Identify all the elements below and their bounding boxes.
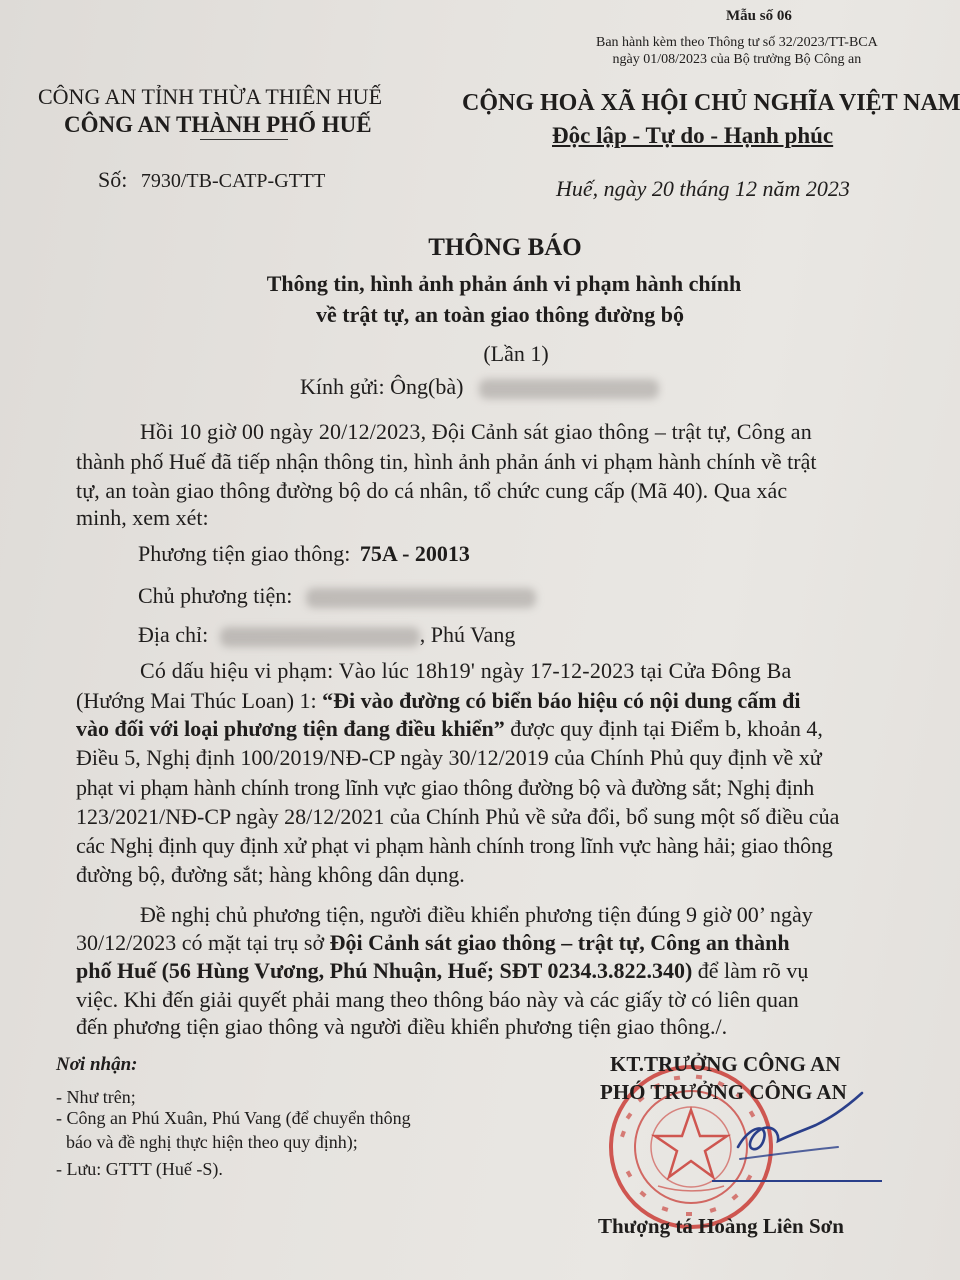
recipients-item-3: báo và đề nghị thực hiện theo quy định); (66, 1132, 358, 1152)
signature-title-1: KT.TRƯỞNG CÔNG AN (610, 1052, 841, 1076)
paragraph-2-line-6: 123/2021/NĐ-CP ngày 28/12/2021 của Chính Phủ về sửa đổi, bổ sung một số điều của (76, 804, 840, 829)
document-title: THÔNG BÁO (428, 234, 582, 261)
paragraph-2-line-8: đường bộ, đường sắt; hàng không dân dụng. (76, 862, 465, 887)
owner-field (138, 583, 536, 609)
recipients-item-4: - Lưu: GTTT (Huế -S). (56, 1159, 223, 1179)
paragraph-1-line-3: tự, an toàn giao thông đường bộ do cá nhân, tổ chức cung cấp (Mã 40). Qua xác (76, 478, 788, 503)
p3-line-2-plain: 30/12/2023 có mặt tại trụ sở (76, 930, 330, 955)
paragraph-2-line-4: Điều 5, Nghị định 100/2019/NĐ-CP ngày 30/12/2019 của Chính Phủ quy định về xử (76, 745, 822, 770)
issuance-line-1: Ban hành kèm theo Thông tư số 32/2023/TT-BCA (596, 35, 878, 50)
paragraph-3-line-3 (76, 958, 808, 984)
violation-text-part-2: vào đối với loại phương tiện đang điều khiển” (76, 716, 505, 741)
document-number-value: 7930/TB-CATP-GTTT (140, 170, 326, 192)
agency-parent: CÔNG AN TỈNH THỪA THIÊN HUẾ (38, 84, 383, 109)
violation-text-part-1: “Đi vào đường có biển báo hiệu có nội dung cấm đi (322, 688, 801, 713)
owner-label: Chủ phương tiện: (138, 583, 293, 608)
signature-title-2: PHÓ TRƯỞNG CÔNG AN (600, 1080, 847, 1104)
signer-name: Thượng tá Hoàng Liên Sơn (598, 1214, 844, 1238)
address-label: Địa chỉ: (138, 622, 209, 647)
document-subtitle-1: Thông tin, hình ảnh phản ánh vi phạm hành chính (266, 271, 742, 296)
redacted-address (220, 627, 420, 647)
document-number-label: Số: (98, 167, 128, 192)
issuance-note (596, 34, 878, 68)
country-name: CỘNG HOÀ XÃ HỘI CHỦ NGHĨA VIỆT NAM (462, 90, 960, 116)
issuance-line-2: ngày 01/08/2023 của Bộ trưởng Bộ Công an (612, 52, 862, 67)
address-field (138, 622, 515, 648)
recipient-line (300, 374, 659, 400)
form-number: Mẫu số 06 (726, 8, 792, 24)
redacted-owner (306, 588, 536, 608)
paragraph-3-line-2 (76, 930, 790, 956)
paragraph-1-line-1: Hồi 10 giờ 00 ngày 20/12/2023, Đội Cảnh sát giao thông – trật tự, Công an (140, 419, 812, 444)
notice-round: (Lần 1) (483, 341, 549, 366)
paragraph-1-line-4: minh, xem xét: (76, 505, 209, 530)
office-name-part-1: Đội Cảnh sát giao thông – trật tự, Công an thành (329, 930, 790, 955)
recipients-item-2: - Công an Phú Xuân, Phú Vang (để chuyển thông (56, 1108, 411, 1128)
vehicle-plate: 75A - 20013 (359, 541, 470, 566)
paragraph-2-line-1: Có dấu hiệu vi phạm: Vào lúc 18h19' ngày 17-12-2023 tại Cửa Đông Ba (140, 658, 792, 683)
signature-stroke-line (712, 1180, 882, 1182)
national-motto: Độc lập - Tự do - Hạnh phúc (552, 123, 834, 148)
document-subtitle-2: về trật tự, an toàn giao thông đường bộ (315, 302, 684, 327)
document-number (98, 167, 325, 193)
p3-line-3-plain: để làm rõ vụ (692, 958, 809, 983)
p2-line-3-plain: được quy định tại Điểm b, khoản 4, (504, 716, 823, 741)
paragraph-1-line-2: thành phố Huế đã tiếp nhận thông tin, hình ảnh phản ánh vi phạm hành chính về trật (76, 449, 817, 474)
recipient-label: Kính gửi: Ông(bà) (300, 374, 464, 399)
place-date: Huế, ngày 20 tháng 12 năm 2023 (556, 176, 850, 201)
agency-underline (200, 139, 288, 140)
redacted-name (479, 379, 659, 399)
agency-name: CÔNG AN THÀNH PHỐ HUẾ (64, 112, 372, 137)
paragraph-3-line-4: việc. Khi đến giải quyết phải mang theo thông báo này và các giấy tờ có liên quan (76, 987, 799, 1012)
paragraph-2-line-7: các Nghị định quy định xử phạt vi phạm hành chính trong lĩnh vực hàng hải; giao thông (76, 833, 833, 858)
office-address: phố Huế (56 Hùng Vương, Phú Nhuận, Huế; SĐT 0234.3.822.340) (76, 958, 693, 983)
p2-line-2-plain: (Hướng Mai Thúc Loan) 1: (76, 688, 323, 713)
recipients-label: Nơi nhận: (56, 1054, 138, 1075)
paragraph-3-line-5: đến phương tiện giao thông và người điều khiển phương tiện giao thông./. (76, 1014, 728, 1039)
vehicle-label: Phương tiện giao thông: (138, 541, 351, 566)
address-suffix: , Phú Vang (419, 622, 516, 647)
paragraph-2-line-5: phạt vi phạm hành chính trong lĩnh vực giao thông đường bộ và đường sắt; Nghị định (76, 775, 814, 800)
paragraph-2-line-2 (76, 688, 800, 714)
paragraph-2-line-3 (76, 716, 823, 742)
vehicle-field (138, 541, 470, 567)
recipients-item-1: - Như trên; (56, 1087, 136, 1107)
paragraph-3-line-1: Đề nghị chủ phương tiện, người điều khiển phương tiện đúng 9 giờ 00’ ngày (140, 902, 813, 927)
